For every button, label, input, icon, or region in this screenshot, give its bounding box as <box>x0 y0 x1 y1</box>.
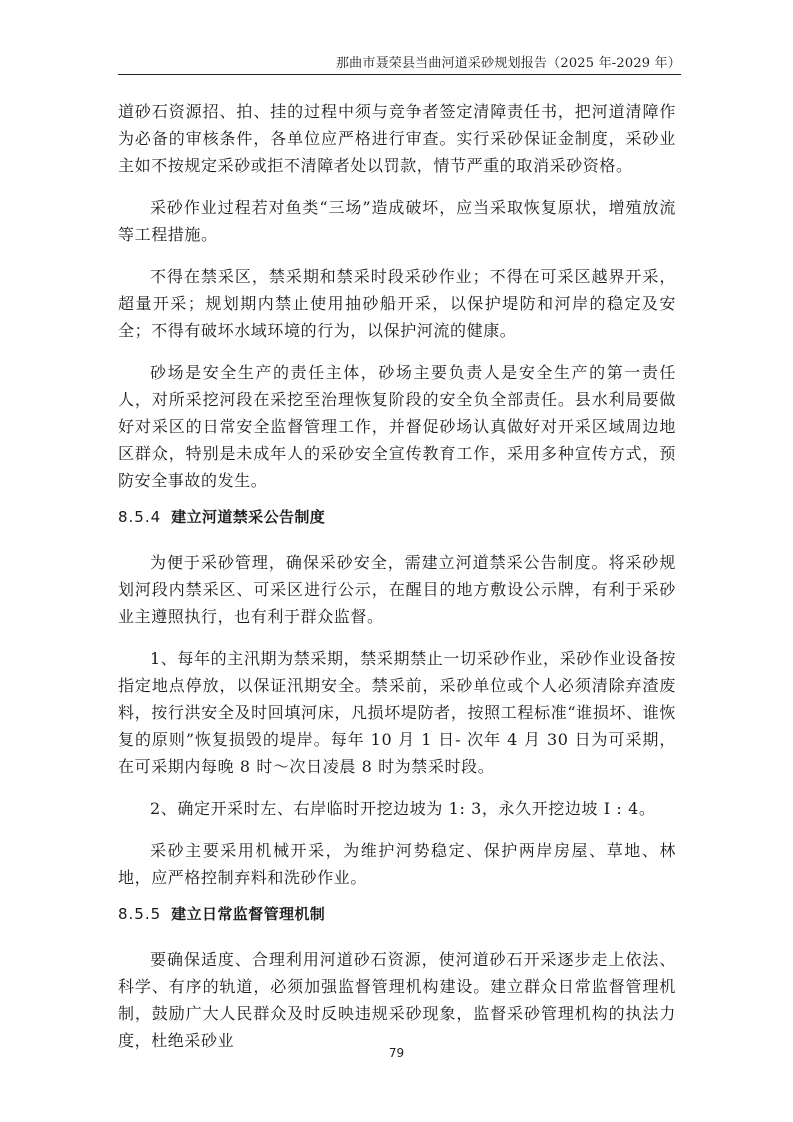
paragraph: 采砂作业过程若对鱼类“三场”造成破坏，应当采取恢复原状，增殖放流等工程措施。 <box>118 198 676 244</box>
section-title: 建立河道禁采公告制度 <box>171 508 326 526</box>
paragraph: 不得在禁采区，禁采期和禁采时段采砂作业；不得在可采区越界开采，超量开采；规划期内禁止使用抽砂船开采，以保护堤防和河岸的稳定及安全；不得有破坏水域环境的行为，以保护河流的健康。 <box>118 267 676 340</box>
page-number: 79 <box>388 1046 405 1060</box>
section-title: 建立日常监督管理机制 <box>171 905 326 923</box>
section-number: 8.5.4 <box>118 508 162 526</box>
paragraph: 1、每年的主汛期为禁采期，禁采期禁止一切采砂作业，采砂作业设备按指定地点停放，以保证汛期安全。禁采前，采砂单位或个人必须清除弃渣废料，按行洪安全及时回填河床，凡损坏堤防者，按照工程标准“谁损坏、谁恢复的原则”恢复损毁的堤岸。每年 10 月 1 日- 次年 4 月 30 日为可采期，在可采期内每晚 8 时～次日凌晨 8 时为禁采时段。 <box>118 649 676 776</box>
running-header: 那曲市聂荣县当曲河道采砂规划报告（2025 年-2029 年） <box>335 56 681 71</box>
paragraph: 为便于采砂管理，确保采砂安全，需建立河道禁采公告制度。将采砂规划河段内禁采区、可采区进行公示，在醒目的地方敷设公示牌，有利于采砂业主遵照执行，也有利于群众监督。 <box>118 553 676 626</box>
section-heading-8-5-5 <box>118 903 676 925</box>
section-number: 8.5.5 <box>118 905 162 923</box>
header-divider <box>118 74 681 75</box>
paragraph: 采砂主要采用机械开采，为维护河势稳定、保护两岸房屋、草地、林地，应严格控制弃料和洗砂作业。 <box>118 841 676 887</box>
paragraph: 2、确定开采时左、右岸临时开挖边坡为 1: 3，永久开挖边坡 I : 4。 <box>150 799 656 818</box>
paragraph: 要确保适度、合理利用河道砂石资源，使河道砂石开采逐步走上依法、科学、有序的轨道，必须加强监督管理机构建设。建立群众日常监督管理机制，鼓励广大人民群众及时反映违规采砂现象，监督采砂管理机构的执法力度，杜绝采砂业 <box>118 950 676 1050</box>
page-body <box>118 98 676 1054</box>
section-heading-8-5-4 <box>118 506 676 528</box>
paragraph-continued: 道砂石资源招、拍、挂的过程中须与竞争者签定清障责任书，把河道清障作为必备的审核条件，各单位应严格进行审查。实行采砂保证金制度，采砂业主如不按规定采砂或拒不清障者处以罚款，情节严重的取消采砂资格。 <box>118 102 676 175</box>
paragraph: 砂场是安全生产的责任主体，砂场主要负责人是安全生产的第一责任人，对所采挖河段在采挖至治理恢复阶段的安全负全部责任。县水利局要做好对采区的日常安全监督管理工作，并督促砂场认真做好对开采区域周边地区群众，特别是未成年人的采砂安全宣传教育工作，采用多种宣传方式，预防安全事故的发生。 <box>118 363 676 490</box>
